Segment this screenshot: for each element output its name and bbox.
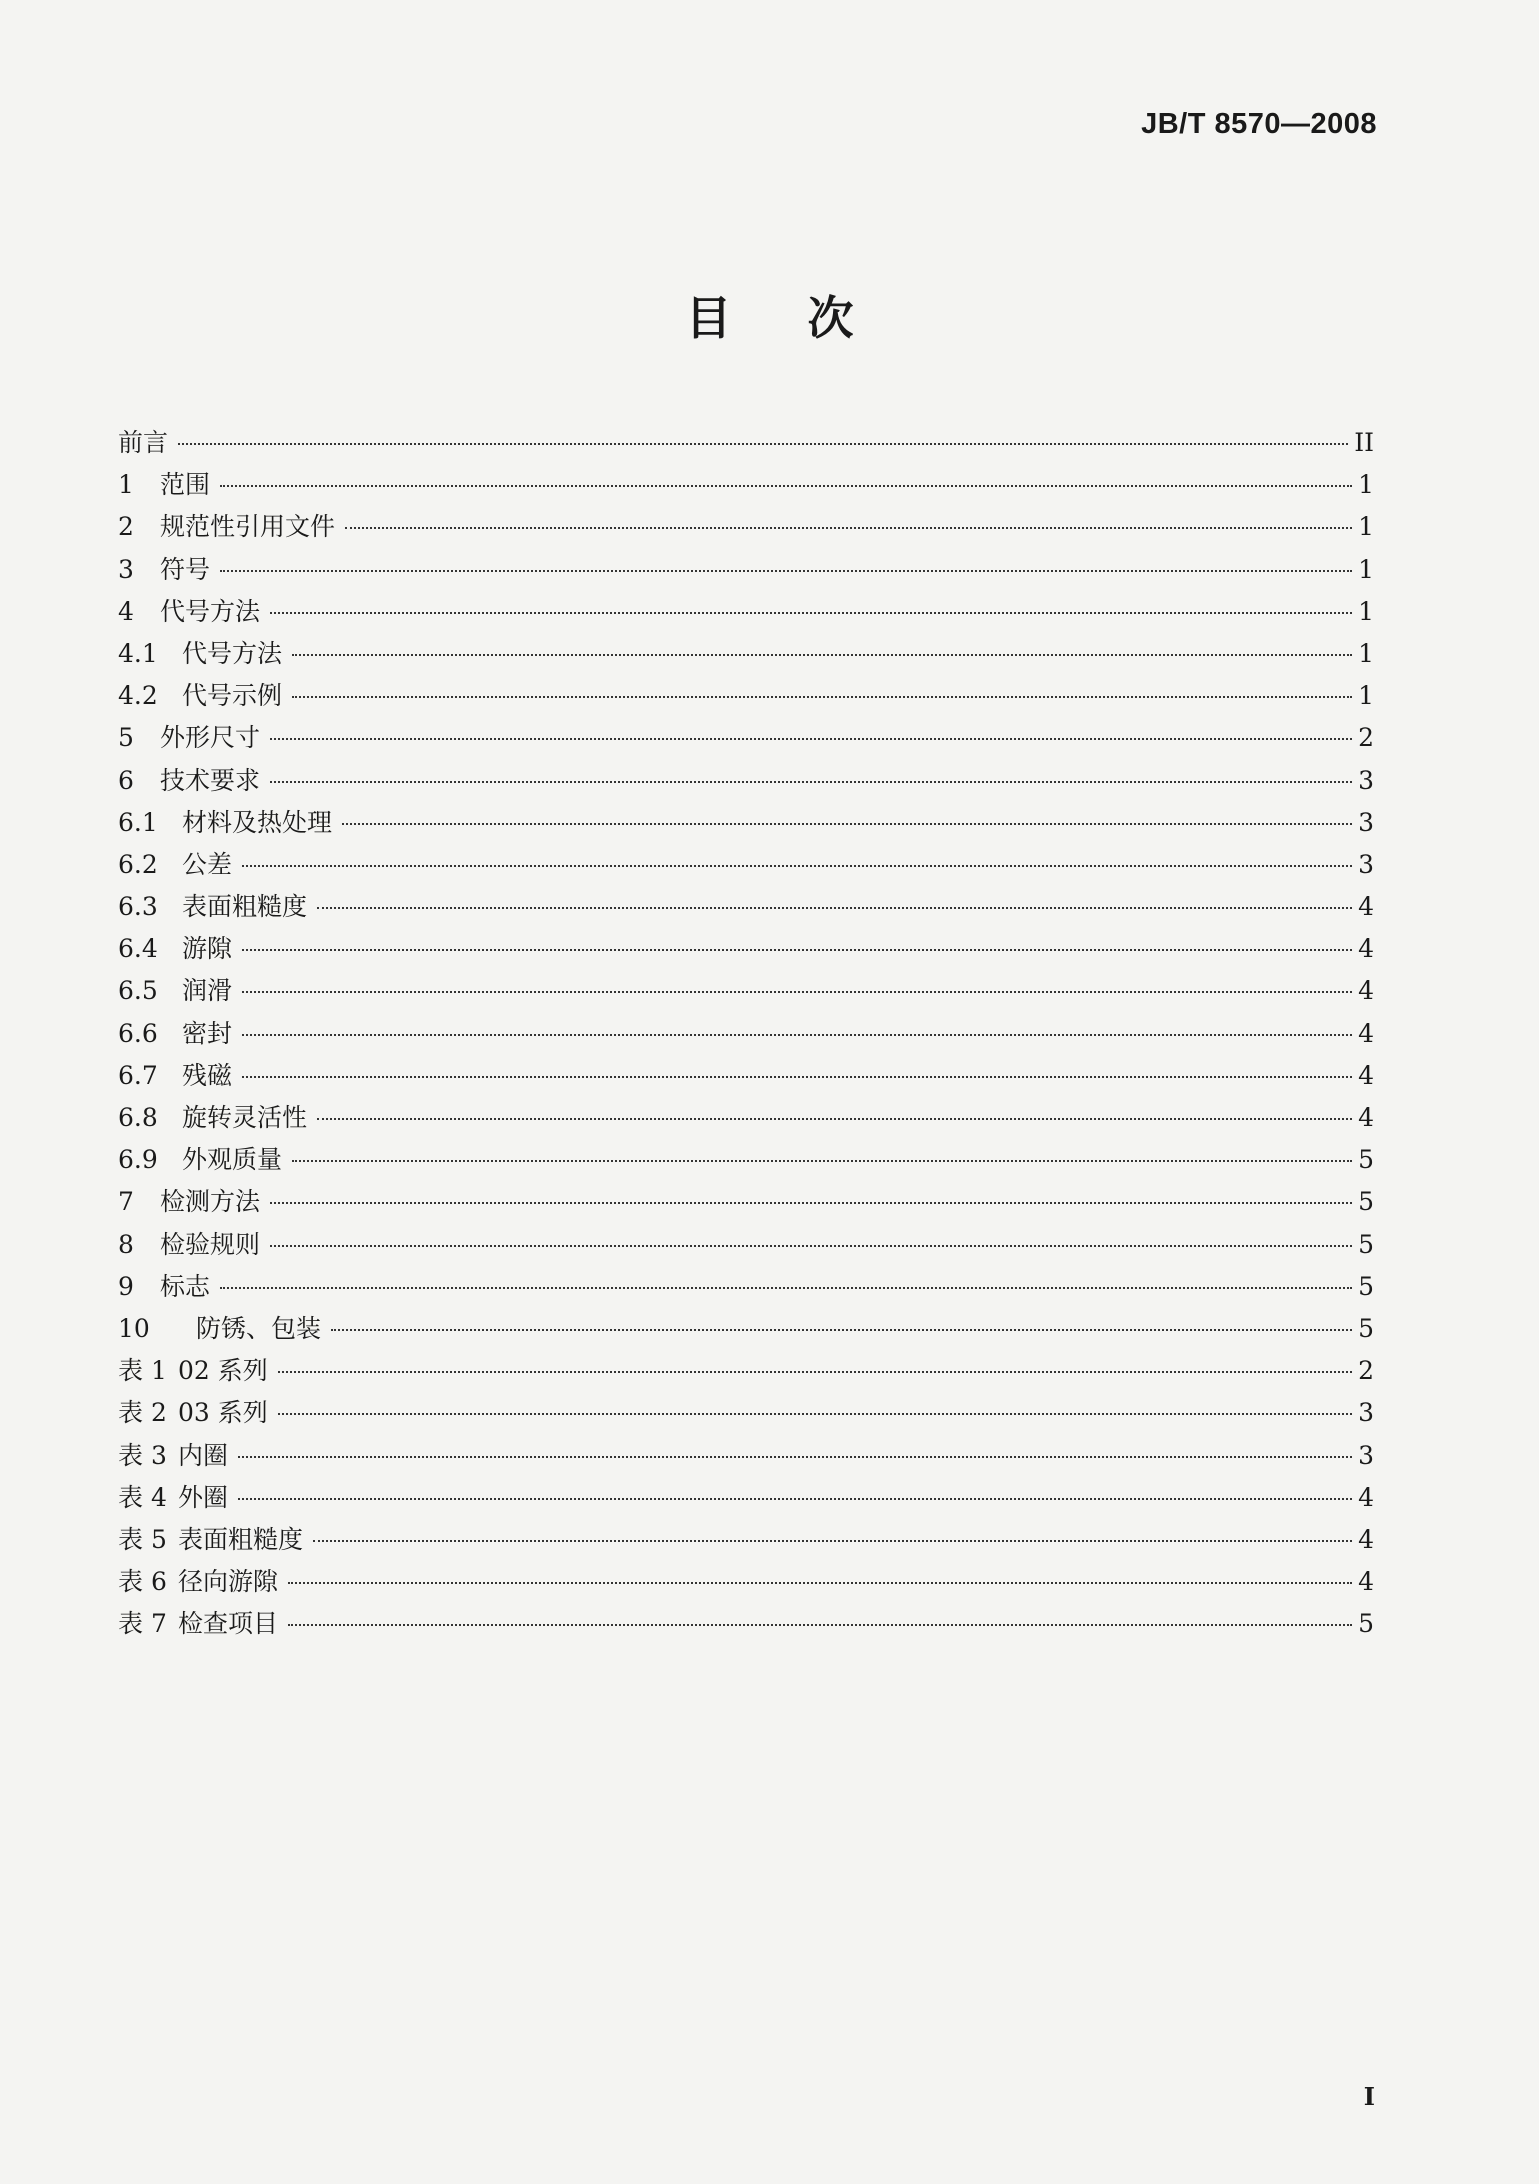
toc-entry-number: 3 xyxy=(118,554,134,584)
toc-entry-title: 材料及热处理 xyxy=(182,807,333,837)
page-number: I xyxy=(1363,2082,1375,2111)
toc-entry-page: 3 xyxy=(1358,807,1374,837)
toc-entry-number: 表 6 xyxy=(118,1567,167,1597)
toc-entry-page: 3 xyxy=(1358,1398,1374,1428)
toc-entry[interactable] xyxy=(118,802,1374,844)
toc-entry-number: 1 xyxy=(118,470,134,500)
toc-entry[interactable] xyxy=(118,970,1374,1012)
toc-entry-number: 表 5 xyxy=(118,1524,167,1554)
toc-entry-number: 4.2 xyxy=(118,681,158,711)
toc-entry-number: 6.3 xyxy=(118,892,158,922)
title-char-2: 次 xyxy=(807,291,854,345)
toc-entry-page: 1 xyxy=(1358,512,1374,542)
toc-entry-page: 1 xyxy=(1358,470,1374,500)
toc-entry-title: 表面粗糙度 xyxy=(182,892,308,922)
toc-leader-dots xyxy=(220,485,1352,487)
toc-entry-page: 1 xyxy=(1358,638,1374,668)
toc-leader-dots xyxy=(238,1456,1352,1458)
toc-entry-title: 外观质量 xyxy=(182,1145,283,1175)
toc-leader-dots xyxy=(242,991,1352,993)
toc-entry[interactable] xyxy=(118,1097,1374,1139)
toc-entry[interactable] xyxy=(118,1139,1374,1181)
standard-code: JB/T 8570—2008 xyxy=(1141,108,1377,140)
toc-entry-title: 表面粗糙度 xyxy=(178,1524,304,1554)
toc-entry-page: 5 xyxy=(1358,1271,1374,1301)
toc-entry-number: 7 xyxy=(118,1187,134,1217)
table-of-contents xyxy=(118,422,1374,1645)
toc-entry-title: 规范性引用文件 xyxy=(160,512,336,542)
toc-entry-title: 标志 xyxy=(160,1271,211,1301)
toc-entry[interactable] xyxy=(118,464,1374,506)
toc-leader-dots xyxy=(313,1540,1352,1542)
toc-entry-number: 6.9 xyxy=(118,1145,158,1175)
toc-entry-page: 4 xyxy=(1358,1018,1374,1048)
toc-entry-title: 03 系列 xyxy=(178,1398,268,1428)
toc-leader-dots xyxy=(342,823,1352,825)
toc-entry[interactable] xyxy=(118,1350,1374,1392)
toc-entry-title: 检查项目 xyxy=(178,1609,279,1639)
toc-entry[interactable] xyxy=(118,886,1374,928)
toc-entry-number: 6.5 xyxy=(118,976,158,1006)
toc-entry-page: 4 xyxy=(1358,934,1374,964)
toc-entry[interactable] xyxy=(118,591,1374,633)
toc-entry[interactable] xyxy=(118,1055,1374,1097)
toc-entry-title: 代号示例 xyxy=(182,681,283,711)
toc-entry[interactable] xyxy=(118,1603,1374,1645)
toc-entry-title: 代号方法 xyxy=(160,596,261,626)
toc-entry-title: 游隙 xyxy=(182,934,233,964)
toc-entry[interactable] xyxy=(118,1013,1374,1055)
toc-leader-dots xyxy=(292,696,1352,698)
toc-entry[interactable] xyxy=(118,1308,1374,1350)
toc-leader-dots xyxy=(317,1118,1352,1120)
title-char-1: 目 xyxy=(685,291,732,345)
toc-entry-number: 6.7 xyxy=(118,1060,158,1090)
toc-entry-number: 6.4 xyxy=(118,934,158,964)
toc-entry-title: 密封 xyxy=(182,1018,233,1048)
toc-entry-number: 6 xyxy=(118,765,134,795)
toc-entry-title: 符号 xyxy=(160,554,211,584)
toc-entry[interactable] xyxy=(118,760,1374,802)
toc-entry-page: 2 xyxy=(1358,723,1374,753)
toc-leader-dots xyxy=(292,654,1352,656)
toc-leader-dots xyxy=(242,1034,1352,1036)
toc-entry-page: 5 xyxy=(1358,1229,1374,1259)
toc-entry-number: 8 xyxy=(118,1229,134,1259)
toc-leader-dots xyxy=(242,949,1352,951)
toc-entry-number: 4 xyxy=(118,596,134,626)
toc-leader-dots xyxy=(345,527,1352,529)
toc-leader-dots xyxy=(270,738,1352,740)
toc-leader-dots xyxy=(220,570,1352,572)
toc-entry-number: 表 3 xyxy=(118,1440,167,1470)
toc-leader-dots xyxy=(270,1245,1352,1247)
toc-leader-dots xyxy=(242,1076,1352,1078)
toc-leader-dots xyxy=(238,1498,1352,1500)
toc-entry-page: 4 xyxy=(1358,892,1374,922)
toc-entry[interactable] xyxy=(118,1266,1374,1308)
page-title xyxy=(0,282,1539,348)
toc-entry[interactable] xyxy=(118,1519,1374,1561)
toc-entry-number: 4.1 xyxy=(118,638,158,668)
toc-leader-dots xyxy=(270,1202,1352,1204)
toc-entry-number: 5 xyxy=(118,723,134,753)
toc-entry-page: 5 xyxy=(1358,1145,1374,1175)
toc-entry-title: 公差 xyxy=(182,849,233,879)
toc-leader-dots xyxy=(270,612,1352,614)
toc-entry-number: 2 xyxy=(118,512,134,542)
toc-leader-dots xyxy=(270,781,1352,783)
toc-entry-number: 6.1 xyxy=(118,807,158,837)
toc-entry[interactable] xyxy=(118,928,1374,970)
toc-entry-title: 范围 xyxy=(160,470,211,500)
toc-leader-dots xyxy=(242,865,1352,867)
toc-entry-page: 2 xyxy=(1358,1356,1374,1386)
toc-entry-number: 6.8 xyxy=(118,1103,158,1132)
toc-entry-title: 防锈、包装 xyxy=(196,1313,322,1343)
toc-leader-dots xyxy=(331,1329,1352,1331)
toc-entry-page: 3 xyxy=(1358,765,1374,795)
toc-entry-page: 1 xyxy=(1358,596,1374,626)
toc-entry[interactable] xyxy=(118,1561,1374,1603)
toc-entry-title: 润滑 xyxy=(182,976,233,1006)
toc-entry-title: 径向游隙 xyxy=(178,1567,279,1597)
toc-entry-number: 表 4 xyxy=(118,1482,167,1512)
toc-entry-page: 4 xyxy=(1358,976,1374,1006)
toc-leader-dots xyxy=(278,1371,1352,1373)
toc-entry[interactable] xyxy=(118,844,1374,886)
toc-entry[interactable] xyxy=(118,675,1374,717)
toc-entry-page: II xyxy=(1354,428,1374,457)
toc-entry-title: 前言 xyxy=(118,428,169,457)
toc-entry-page: 5 xyxy=(1358,1187,1374,1217)
toc-entry-number: 表 1 xyxy=(118,1356,167,1386)
toc-leader-dots xyxy=(292,1160,1352,1162)
toc-leader-dots xyxy=(178,443,1348,445)
toc-entry[interactable] xyxy=(118,1477,1374,1519)
toc-entry-number: 10 xyxy=(118,1313,150,1343)
toc-entry[interactable] xyxy=(118,549,1374,591)
toc-entry[interactable] xyxy=(118,717,1374,759)
toc-entry[interactable] xyxy=(118,422,1374,464)
toc-leader-dots xyxy=(278,1413,1352,1415)
toc-entry-page: 3 xyxy=(1358,1440,1374,1470)
toc-entry-title: 代号方法 xyxy=(182,638,283,668)
toc-entry-title: 外圈 xyxy=(178,1482,229,1512)
toc-entry-number: 6.2 xyxy=(118,849,158,879)
toc-entry[interactable] xyxy=(118,1392,1374,1434)
toc-entry[interactable] xyxy=(118,1224,1374,1266)
toc-leader-dots xyxy=(288,1624,1352,1626)
toc-entry-title: 检测方法 xyxy=(160,1187,261,1217)
toc-entry-page: 3 xyxy=(1358,849,1374,879)
toc-entry-page: 4 xyxy=(1358,1103,1374,1132)
toc-entry-page: 4 xyxy=(1358,1060,1374,1090)
toc-entry-page: 5 xyxy=(1358,1313,1374,1343)
toc-entry-page: 4 xyxy=(1358,1482,1374,1512)
toc-entry-page: 1 xyxy=(1358,681,1374,711)
toc-leader-dots xyxy=(220,1287,1352,1289)
toc-entry-title: 02 系列 xyxy=(178,1356,268,1386)
toc-entry-page: 4 xyxy=(1358,1524,1374,1554)
toc-leader-dots xyxy=(288,1582,1352,1584)
toc-entry-page: 4 xyxy=(1358,1567,1374,1597)
toc-entry-number: 表 7 xyxy=(118,1609,167,1639)
toc-entry-number: 9 xyxy=(118,1271,134,1301)
toc-entry[interactable] xyxy=(118,1181,1374,1223)
toc-entry-page: 1 xyxy=(1358,554,1374,584)
toc-entry-page: 5 xyxy=(1358,1609,1374,1639)
toc-entry[interactable] xyxy=(118,506,1374,548)
toc-entry-title: 残磁 xyxy=(182,1060,233,1090)
toc-entry-title: 检验规则 xyxy=(160,1229,261,1259)
toc-entry-title: 外形尺寸 xyxy=(160,723,261,753)
toc-entry-title: 内圈 xyxy=(178,1440,229,1470)
toc-entry[interactable] xyxy=(118,1435,1374,1477)
toc-entry-title: 旋转灵活性 xyxy=(182,1103,308,1132)
toc-entry-number: 表 2 xyxy=(118,1398,167,1428)
toc-leader-dots xyxy=(317,907,1352,909)
toc-entry[interactable] xyxy=(118,633,1374,675)
toc-entry-title: 技术要求 xyxy=(160,765,261,795)
toc-entry-number: 6.6 xyxy=(118,1018,158,1048)
